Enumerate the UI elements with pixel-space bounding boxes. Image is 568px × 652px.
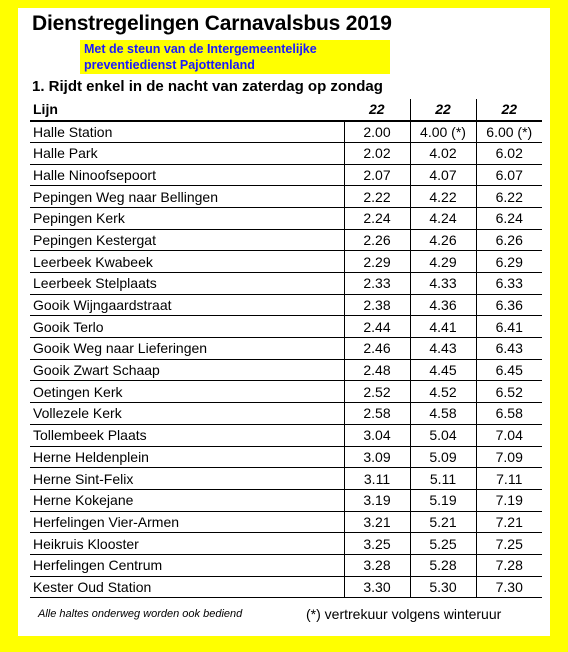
departure-time: 4.58 (410, 403, 476, 425)
departure-time: 4.00 (*) (410, 121, 476, 143)
stop-name: Gooik Weg naar Lieferingen (30, 338, 344, 360)
stop-name: Leerbeek Stelplaats (30, 273, 344, 295)
departure-time: 3.25 (344, 533, 410, 555)
table-row (30, 207, 542, 229)
departure-time: 4.36 (410, 294, 476, 316)
departure-time: 4.33 (410, 273, 476, 295)
section-heading: 1. Rijdt enkel in de nacht van zaterdag op zondag (32, 78, 383, 95)
page-title: Dienstregelingen Carnavalsbus 2019 (32, 12, 392, 35)
departure-time: 7.19 (476, 489, 542, 511)
departure-time: 6.45 (476, 359, 542, 381)
departure-time: 4.29 (410, 251, 476, 273)
departure-time: 4.52 (410, 381, 476, 403)
stop-name: Halle Park (30, 142, 344, 164)
departure-time: 4.22 (410, 186, 476, 208)
departure-time: 3.11 (344, 468, 410, 490)
departure-time: 6.43 (476, 338, 542, 360)
departure-time: 2.02 (344, 142, 410, 164)
stop-name: Pepingen Kerk (30, 207, 344, 229)
table-row (30, 511, 542, 533)
departure-time: 3.09 (344, 446, 410, 468)
departure-time: 6.00 (*) (476, 121, 542, 143)
departure-time: 6.41 (476, 316, 542, 338)
departure-time: 5.28 (410, 554, 476, 576)
departure-time: 4.41 (410, 316, 476, 338)
departure-time: 6.58 (476, 403, 542, 425)
table-row (30, 533, 542, 555)
departure-time: 2.33 (344, 273, 410, 295)
stop-name: Tollembeek Plaats (30, 424, 344, 446)
table-row (30, 359, 542, 381)
departure-time: 2.22 (344, 186, 410, 208)
stop-name: Gooik Zwart Schaap (30, 359, 344, 381)
departure-time: 6.29 (476, 251, 542, 273)
table-row (30, 489, 542, 511)
table-row (30, 554, 542, 576)
table-row (30, 576, 542, 598)
stop-name: Herfelingen Vier-Armen (30, 511, 344, 533)
departure-time: 7.25 (476, 533, 542, 555)
departure-time: 4.24 (410, 207, 476, 229)
departure-time: 5.04 (410, 424, 476, 446)
table-row (30, 381, 542, 403)
departure-time: 7.11 (476, 468, 542, 490)
table-row (30, 186, 542, 208)
stop-name: Pepingen Weg naar Bellingen (30, 186, 344, 208)
stop-name: Vollezele Kerk (30, 403, 344, 425)
departure-time: 3.28 (344, 554, 410, 576)
table-row (30, 121, 542, 143)
stop-name: Herne Heldenplein (30, 446, 344, 468)
stop-name: Pepingen Kestergat (30, 229, 344, 251)
departure-time: 6.52 (476, 381, 542, 403)
table-row (30, 294, 542, 316)
departure-time: 2.58 (344, 403, 410, 425)
departure-time: 7.04 (476, 424, 542, 446)
departure-time: 2.46 (344, 338, 410, 360)
table-row (30, 338, 542, 360)
stop-name: Oetingen Kerk (30, 381, 344, 403)
table-row (30, 251, 542, 273)
departure-time: 3.19 (344, 489, 410, 511)
table-row (30, 142, 542, 164)
departure-time: 5.19 (410, 489, 476, 511)
table-row (30, 468, 542, 490)
departure-time: 6.33 (476, 273, 542, 295)
stop-name: Herne Kokejane (30, 489, 344, 511)
table-row (30, 446, 542, 468)
departure-time: 5.25 (410, 533, 476, 555)
timetable-sheet (18, 8, 550, 636)
departure-time: 6.26 (476, 229, 542, 251)
departure-time: 6.36 (476, 294, 542, 316)
departure-time: 7.21 (476, 511, 542, 533)
footnote-winter-time: (*) vertrekuur volgens winteruur (306, 606, 502, 622)
header-line-number: 22 (410, 99, 476, 121)
sponsor-line-1: Met de steun van de Intergemeentelijke (84, 42, 317, 56)
stop-name: Gooik Wijngaardstraat (30, 294, 344, 316)
departure-time: 6.22 (476, 186, 542, 208)
departure-time: 2.38 (344, 294, 410, 316)
departure-time: 6.07 (476, 164, 542, 186)
departure-time: 2.07 (344, 164, 410, 186)
stop-name: Halle Station (30, 121, 344, 143)
table-row (30, 424, 542, 446)
departure-time: 5.09 (410, 446, 476, 468)
header-line-number: 22 (476, 99, 542, 121)
sponsor-line-2: preventiedienst Pajottenland (84, 58, 255, 72)
departure-time: 7.28 (476, 554, 542, 576)
departure-time: 3.30 (344, 576, 410, 598)
table-header-row (30, 99, 542, 121)
stop-name: Herne Sint-Felix (30, 468, 344, 490)
stop-name: Leerbeek Kwabeek (30, 251, 344, 273)
departure-time: 5.21 (410, 511, 476, 533)
departure-time: 4.07 (410, 164, 476, 186)
departure-time: 4.02 (410, 142, 476, 164)
header-line-label: Lijn (30, 99, 344, 121)
departure-time: 2.00 (344, 121, 410, 143)
departure-time: 6.24 (476, 207, 542, 229)
departure-time: 2.26 (344, 229, 410, 251)
stop-name: Herfelingen Centrum (30, 554, 344, 576)
departure-time: 3.04 (344, 424, 410, 446)
departure-time: 5.30 (410, 576, 476, 598)
departure-time: 2.48 (344, 359, 410, 381)
header-line-number: 22 (344, 99, 410, 121)
departure-time: 2.24 (344, 207, 410, 229)
departure-time: 4.26 (410, 229, 476, 251)
departure-time: 2.52 (344, 381, 410, 403)
table-row (30, 273, 542, 295)
departure-time: 3.21 (344, 511, 410, 533)
departure-time: 4.43 (410, 338, 476, 360)
stop-name: Kester Oud Station (30, 576, 344, 598)
departure-time: 2.44 (344, 316, 410, 338)
stop-name: Gooik Terlo (30, 316, 344, 338)
table-row (30, 229, 542, 251)
departure-time: 7.09 (476, 446, 542, 468)
schedule-table (30, 99, 542, 598)
departure-time: 7.30 (476, 576, 542, 598)
sponsor-note (80, 40, 390, 74)
table-row (30, 403, 542, 425)
departure-time: 2.29 (344, 251, 410, 273)
stop-name: Halle Ninoofsepoort (30, 164, 344, 186)
footnote-all-stops: Alle haltes onderweg worden ook bediend (38, 608, 243, 620)
departure-time: 4.45 (410, 359, 476, 381)
table-row (30, 164, 542, 186)
table-row (30, 316, 542, 338)
departure-time: 6.02 (476, 142, 542, 164)
stop-name: Heikruis Klooster (30, 533, 344, 555)
departure-time: 5.11 (410, 468, 476, 490)
